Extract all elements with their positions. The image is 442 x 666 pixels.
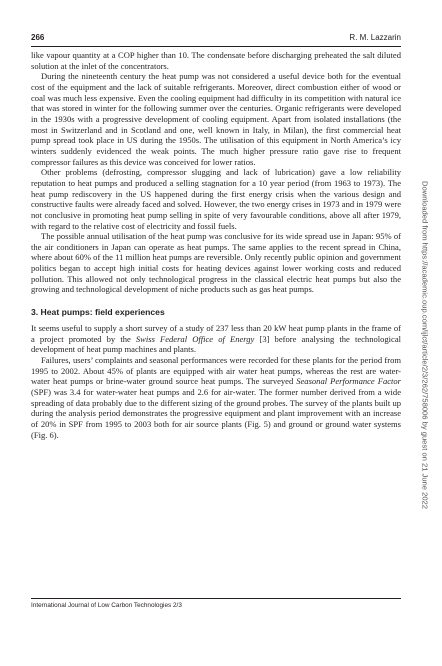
paragraph-5 (31, 323, 401, 355)
paragraph-6-text-b: (SPF) was 3.4 for water-water heat pumps and 2.6 for air-water. The former number derived from a wide spreading of data probably due to the different sizing of the ground probes. The survey of the plants built up during the analysis period demonstrates the progressive equipment and plant improvement with an increase of 20% in SPF from 1995 to 2003 both for air source plants (Fig. 5) and ground or ground water systems (Fig. 6). (31, 387, 401, 440)
paragraph-6-text-a: Failures, users’ complaints and seasonal performances were recorded for these plants for the period from 1995 to 2002. About 45% of plants are equipped with air water heat pumps, whereas the rest are water-water heat pumps or brine-water ground source heat pumps. The surveyed (31, 355, 401, 387)
paragraph-5-text-a: It seems useful to supply a short survey of a study of 237 less than 20 kW heat pump plants in the frame of a project promoted by the (31, 323, 401, 344)
running-header (31, 33, 401, 45)
running-author: R. M. Lazzarin (349, 33, 401, 42)
paragraph-1: like vapour quantity at a COP higher than 10. The condensate before discharging preheated the salt diluted solution at the inlet of the concentrators. (31, 50, 401, 71)
paragraph-5-text-b: [3] before analysing the technological development of heat pump machines and plants. (31, 333, 401, 355)
paragraph-6 (31, 355, 401, 440)
journal-footer: International Journal of Low Carbon Technologies 2/3 (31, 602, 182, 609)
paragraph-6-emphasis: Seasonal Performance Factor (296, 376, 401, 387)
page-number: 266 (31, 33, 45, 42)
download-notice-link[interactable]: Downloaded from https://academic.oup.com/ijlct/article/2/3/262/758006 by guest on 21 June 2022 (420, 181, 430, 509)
paragraph-4: The possible annual utilisation of the heat pump was conclusive for its wide spread use in Japan: 95% of the air conditioners in Japan can operate as heat pumps. The same applies to the recent spread in China, where about 60% of the 11 million heat pumps are reversible. Only recently public opinion and government politics began to accept high initial costs for heating devices against lower working costs and reduced pollution. This allowed not only technological progress in the classical electric heat pumps but also the growing and technological development of niche products such as gas heat pumps. (31, 231, 401, 295)
paragraph-2: During the nineteenth century the heat pump was not considered a useful device both for the eventual cost of the equipment and the lack of suitable refrigerants. Moreover, direct combustion either of wood or coal was much less expensive. Even the cooling equipment had difficulty in its competition with natural ice that was stored in winter for the following summer over the centuries. Organic refrigerants were developed in the 1930s with a progressive development of cooling equipment. Apart from isolated installations (the most in Switzerland and in Scotland and one, well known in Italy, in Milan), the first commercial heat pump spread took place in US during the 1950s. The utilisation of this equipment in North America’s icy winters suddenly evidenced the weak points. The much higher pressure ratio gave rise to frequent compressor failures as this device was conceived for lower ratios. (31, 71, 401, 167)
article-body (31, 50, 401, 440)
footer-rule (31, 598, 401, 599)
download-sidebar (416, 110, 434, 580)
header-rule (31, 46, 401, 47)
paragraph-5-emphasis: Swiss Federal Office of Energy (135, 333, 255, 344)
paragraph-3: Other problems (defrosting, compressor slugging and lack of lubrication) gave a low reliability reputation to heat pumps and produced a selling stagnation for a 10 year period (from 1963 to 1973). The heat pump rediscovery in the US happened during the first energy crisis when the various design and constructive faults were already faced and solved. However, the two energy crises in 1973 and in 1979 were not conclusive in promoting heat pump selling in spite of very favourable conditions, above all after 1979, with regard to the relative cost of electricity and fossil fuels. (31, 167, 401, 231)
section-heading: 3. Heat pumps: field experiences (31, 307, 165, 318)
